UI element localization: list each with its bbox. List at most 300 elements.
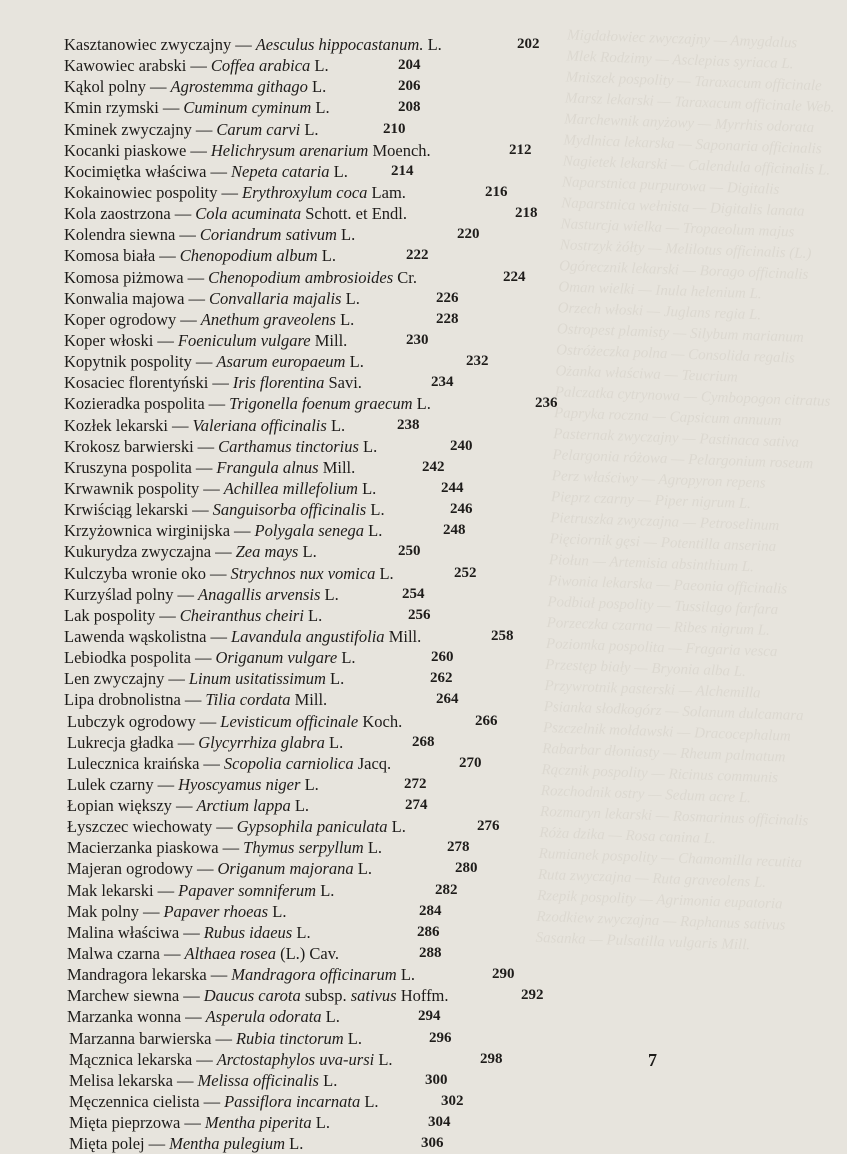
author-abbrev: L. [272, 901, 287, 921]
page-ref: 268 [412, 733, 435, 750]
index-entry [64, 34, 800, 55]
author-abbrev: L. [333, 161, 348, 181]
page-ref: 260 [431, 649, 454, 666]
common-name: Mak polny [67, 901, 139, 921]
author-abbrev: L. [289, 1134, 304, 1154]
page-ref: 234 [431, 374, 454, 391]
page-ref: 252 [454, 564, 477, 581]
em-dash: — [215, 542, 232, 562]
index-entry [64, 668, 800, 689]
page-ref: 306 [421, 1135, 444, 1152]
index-entry [64, 647, 800, 668]
common-name: Mięta polej [69, 1134, 145, 1154]
author-abbrev: L. [416, 394, 431, 414]
latin-name: Cheiranthus cheiri [179, 605, 304, 625]
author-abbrev: L. [370, 500, 385, 520]
author-abbrev: L. [320, 880, 335, 900]
common-name: Kozieradka pospolita [64, 394, 205, 414]
page-ref: 296 [429, 1029, 452, 1046]
index-entry [64, 76, 800, 97]
common-name: Marzanka wonna [67, 1007, 182, 1027]
author-abbrev: L. [400, 965, 416, 985]
index-entry [64, 563, 800, 584]
index-entry [64, 351, 800, 372]
author-abbrev: L. [312, 77, 327, 97]
em-dash: — [221, 182, 239, 202]
em-dash: — [157, 330, 174, 350]
author-abbrev: L. [330, 669, 345, 689]
em-dash: — [185, 1007, 202, 1027]
author-abbrev: Lam. [371, 182, 406, 202]
page-ref: 284 [419, 902, 442, 919]
latin-name: Hyoscyamus niger [178, 774, 301, 794]
common-name: Malina właściwa [67, 922, 180, 942]
index-entry [67, 837, 803, 858]
latin-name: Glycyrrhiza glabra [198, 732, 325, 752]
author-abbrev: L. [349, 352, 364, 372]
page-ref: 302 [441, 1093, 464, 1110]
em-dash: — [215, 1028, 232, 1048]
index-entry [64, 478, 800, 499]
common-name: Kmin rzymski [64, 98, 159, 118]
index-entry [64, 97, 800, 118]
page-ref: 266 [475, 712, 498, 729]
page-number: 7 [648, 1050, 657, 1070]
em-dash: — [150, 77, 167, 97]
author-abbrev: Moench. [372, 140, 431, 160]
common-name: Len zwyczajny [64, 669, 165, 689]
latin-name: Helichrysum arenarium [210, 140, 369, 160]
em-dash: — [148, 1134, 166, 1154]
em-dash: — [234, 521, 251, 541]
index-entry [64, 182, 800, 203]
author-abbrev: L. [323, 1070, 338, 1090]
index-entry [64, 309, 800, 330]
index-list [64, 34, 800, 1154]
author-abbrev: L. [308, 605, 323, 625]
page-ref: 264 [436, 691, 459, 708]
em-dash: — [163, 944, 181, 964]
page-ref: 250 [398, 543, 421, 560]
index-entry [67, 711, 803, 732]
latin-name: Anethum graveolens [200, 309, 336, 329]
page-ref: 242 [422, 458, 445, 475]
common-name: Mięta pieprzowa [69, 1113, 181, 1133]
latin-name: Linum usitatissimum [188, 669, 326, 689]
latin-name: Chenopodium ambrosioides [208, 267, 394, 287]
page-ref: 256 [408, 606, 431, 623]
em-dash: — [184, 1113, 201, 1133]
em-dash: — [196, 1049, 213, 1069]
latin-name: Achillea millefolium [223, 478, 358, 498]
latin-name: Scopolia carniolica [223, 753, 354, 773]
author-abbrev: L. [315, 1113, 330, 1133]
common-name: Malwa czarna [67, 944, 160, 964]
latin-name: Foeniculum vulgare [177, 330, 311, 350]
page-ref: 230 [406, 331, 429, 348]
author-abbrev: L. [427, 35, 442, 54]
common-name: Krwawnik pospolity [64, 478, 200, 498]
author-abbrev: L. [345, 288, 360, 308]
common-name: Koper ogrodowy [64, 309, 177, 329]
index-entry [67, 774, 803, 795]
page-ref: 288 [419, 945, 442, 962]
common-name: Kozłek lekarski [64, 415, 169, 435]
index-entry [64, 372, 800, 393]
index-entry [64, 689, 800, 710]
author-abbrev: Hoffm. [400, 986, 449, 1006]
common-name: Mącznica lekarska [69, 1049, 193, 1069]
page-ref: 270 [459, 754, 482, 771]
page-ref: 244 [441, 479, 464, 496]
index-entry [64, 605, 800, 626]
em-dash: — [222, 838, 240, 858]
author-abbrev: L. [304, 119, 319, 139]
common-name: Kulczyba wronie oko [64, 563, 207, 583]
common-name: Łyszczec wiechowaty [67, 817, 213, 837]
latin-name: Daucus carota [203, 986, 301, 1006]
author-abbrev: L. [364, 1092, 379, 1112]
index-entry [64, 224, 800, 245]
latin-name: Nepeta cataria [231, 161, 330, 181]
page-ref: 254 [402, 585, 425, 602]
author-abbrev: L. [340, 309, 355, 329]
author-abbrev: Mill. [294, 690, 328, 710]
common-name: Łopian większy [67, 796, 172, 816]
common-name: Krokosz barwierski [64, 436, 194, 456]
author-abbrev: Jacq. [357, 753, 392, 773]
page-ref: 222 [406, 247, 429, 264]
common-name: Marzanna barwierska [69, 1028, 212, 1048]
latin-name: Tilia cordata [205, 690, 291, 710]
page-ref: 282 [435, 881, 458, 898]
latin-name: Carthamus tinctorius [218, 436, 359, 456]
index-entry [69, 1049, 805, 1070]
page-ref: 212 [509, 141, 532, 158]
page-ref: 238 [397, 416, 420, 433]
author-abbrev: L. [304, 774, 319, 794]
common-name: Kokainowiec pospolity [64, 182, 218, 202]
em-dash: — [216, 817, 233, 837]
common-name: Kosaciec florentyński [64, 373, 209, 393]
latin-name: Asperula odorata [205, 1007, 322, 1027]
latin-name: Papaver rhoeas [163, 901, 269, 921]
latin-name: Zea mays [235, 542, 299, 562]
em-dash: — [210, 626, 227, 646]
em-dash: — [197, 436, 215, 456]
latin-name: Carum carvi [216, 119, 301, 139]
latin-name: Valeriana officinalis [192, 415, 327, 435]
page-ref: 236 [535, 395, 558, 412]
common-name: Męczennica cielista [69, 1092, 200, 1112]
common-name: Kocanki piaskowe [64, 140, 187, 160]
page-ref: 206 [398, 78, 421, 95]
common-name: Kopytnik pospolity [64, 352, 192, 372]
common-name: Lawenda wąskolistna [64, 626, 207, 646]
em-dash: — [162, 98, 180, 118]
em-dash: — [177, 732, 195, 752]
common-name: Konwalia majowa [64, 288, 185, 308]
em-dash: — [212, 373, 229, 393]
common-name: Mak lekarski [67, 880, 154, 900]
latin-name: Mentha piperita [204, 1113, 312, 1133]
em-dash: — [157, 880, 175, 900]
em-dash: — [195, 119, 213, 139]
latin-name: Papaver somniferum [178, 880, 317, 900]
author-abbrev: L. [378, 1049, 393, 1069]
em-dash: — [190, 56, 207, 76]
common-name: Lulek czarny [67, 774, 154, 794]
index-entry [64, 584, 800, 605]
page-ref: 280 [455, 860, 478, 877]
latin-name: Convallaria majalis [209, 288, 342, 308]
index-entry [64, 415, 800, 436]
index-entry [69, 1028, 805, 1049]
latin-name: Chenopodium album [179, 246, 318, 266]
index-entry [64, 267, 800, 288]
common-name: Kawowiec arabski [64, 56, 187, 76]
index-entry [64, 457, 800, 478]
latin-name: Strychnos nux vomica [230, 563, 376, 583]
author-abbrev: L. [362, 478, 377, 498]
common-name: Lipa drobnolistna [64, 690, 181, 710]
author-abbrev: L. [296, 922, 311, 942]
latin-name: Lavandula angustifolia [231, 626, 385, 646]
em-dash: — [175, 796, 193, 816]
index-entry [64, 541, 800, 562]
page-ref: 220 [457, 226, 480, 243]
common-name: Lukrecja gładka [67, 732, 174, 752]
latin-name: Cola acuminata [195, 204, 302, 224]
em-dash: — [210, 563, 227, 583]
index-entry [67, 964, 803, 985]
index-entry [67, 795, 803, 816]
latin-name: Origanum vulgare [215, 648, 338, 668]
page-ref: 224 [503, 268, 526, 285]
common-name: Krzyżownica wirginijska [64, 521, 231, 541]
index-entry [69, 1091, 805, 1112]
common-name: Kurzyślad polny [64, 584, 174, 604]
em-dash: — [203, 478, 220, 498]
em-dash: — [174, 204, 192, 224]
bleed-through-text: Migdałowiec zwyczajny — Amygdalus Mlek Rodzimy — Asclepias syriaca L. Mniszek pospolity — Taraxacum officinale Marsz lekarski — Taraxacum officinale Web. Marchewnik anyżowy — Myrrhis odorata Mydlnica lekarska — Saponaria officinalis Nagietek lekarski — Calendula officinalis L. Naparstnica purpurowa — Digitalis Naparstnica wełnista — Digitalis lanata Nasturcja wielka — Tropaeolum majus Nostrzyk żółty — Melilotus officinalis (L.) Ogórecznik lekarski — Borago officinalis Oman wielki — Inula helenium L. Orzech włoski — Juglans regia L. Ostropest plamisty — Silybum marianum Ostróżeczka polna — Consolida regalis Ożanka właściwa — Teucrium Palczatka cytrynowa — Cymbopogon citratus Papryka roczna — Capsicum annuum Pasternak zwyczajny — Pastinaca sativa Pelargonia różowa — Pelargonium roseum Perz właściwy — Agropyron repens Pieprz czarny — Piper nigrum L. Pietruszka zwyczajna — Petroselinum Pięciornik gęsi — Potentilla anserina Piołun — Artemisia absinthium L. Piwonia lekarska — Paeonia officinalis Podbiał pospolity — Tussilago farfara Porzeczka czarna — Ribes nigrum L. Poziomka pospolita — Fragaria vesca Przestęp biały — Bryonia alba L. Przywrotnik pasterski — Alchemilla Psianka słodkogórz — Solanum dulcamara Pszczelnik mołdawski — Dracocephalum Rabarbar dłoniasty — Rheum palmatum Rącznik pospolity — Ricinus communis Rozchodnik ostry — Sedum acre L. Rozmaryn lekarski — Rosmarinus officinalis Róża dzika — Rosa canina L. Rumianek pospolity — Chamomilla recutita Ruta zwyczajna — Ruta graveolens L. Rzepik pospolity — Agrimonia eupatoria Rzodkiew zwyczajna — Raphanus sativus Sasanka — Pulsatilla vulgaris Mill. [535, 27, 835, 954]
index-entry [64, 119, 800, 140]
em-dash: — [208, 394, 226, 414]
em-dash: — [168, 669, 185, 689]
latin-name: Coriandrum sativum [199, 225, 337, 245]
common-name: Kolendra siewna [64, 225, 176, 245]
index-entry [67, 732, 803, 753]
page-ref: 216 [485, 183, 508, 200]
em-dash: — [177, 1070, 194, 1090]
author-abbrev: L. [324, 584, 339, 604]
index-entry [64, 499, 800, 520]
common-name: Komosa biała [64, 246, 156, 266]
latin-name: Arctium lappa [196, 796, 291, 816]
page-ref: 298 [480, 1050, 503, 1067]
author-abbrev: L. [367, 838, 383, 858]
author-abbrev: Cr. [397, 267, 417, 287]
em-dash: — [190, 140, 207, 160]
common-name: Marchew siewna [67, 986, 180, 1006]
index-entry [69, 1112, 805, 1133]
em-dash: — [210, 161, 227, 181]
index-entry [64, 288, 800, 309]
em-dash: — [183, 986, 200, 1006]
latin-name: Polygala senega [254, 521, 365, 541]
latin-name: Gypsophila paniculata [236, 817, 388, 837]
page-ref: 226 [436, 289, 459, 306]
index-entry [64, 330, 800, 351]
em-dash: — [187, 267, 205, 287]
em-dash: — [203, 1092, 221, 1112]
common-name: Majeran ogrodowy [67, 859, 194, 879]
author-abbrev: L. [341, 225, 356, 245]
page-ref: 248 [443, 522, 466, 539]
em-dash: — [159, 605, 176, 625]
author-abbrev: L. [321, 246, 336, 266]
author-abbrev: Mill. [388, 626, 422, 646]
latin-name: sativus [350, 986, 397, 1006]
em-dash: — [203, 753, 220, 773]
page-ref: 232 [466, 353, 489, 370]
latin-name: Rubus idaeus [203, 922, 293, 942]
index-entry [67, 922, 803, 943]
common-name: Lak pospolity [64, 605, 156, 625]
page-ref: 246 [450, 501, 473, 518]
author-abbrev: Mill. [322, 457, 356, 477]
index-entry [64, 393, 800, 414]
latin-name: Althaea rosea [184, 944, 276, 964]
common-name: Mandragora lekarska [67, 965, 207, 985]
page-ref: 208 [398, 99, 421, 116]
common-name: Lubczyk ogrodowy [67, 711, 196, 731]
common-name: Melisa lekarska [69, 1070, 174, 1090]
latin-name: Trigonella foenum graecum [229, 394, 413, 414]
index-entry [67, 858, 803, 879]
author-abbrev: L. [314, 56, 329, 76]
latin-name: Levisticum officinale [220, 711, 359, 731]
common-name: Kukurydza zwyczajna [64, 542, 212, 562]
em-dash: — [235, 35, 252, 54]
author-abbrev: L. [391, 817, 406, 837]
author-abbrev: Mill. [314, 330, 348, 350]
em-dash: — [157, 774, 175, 794]
page-ref: 204 [398, 57, 421, 74]
latin-name: Arctostaphylos uva-ursi [216, 1049, 375, 1069]
index-entry [67, 985, 803, 1006]
page-ref: 278 [447, 839, 470, 856]
common-name: Kasztanowiec zwyczajny [64, 35, 232, 54]
latin-name: Sanguisorba officinalis [212, 500, 367, 520]
em-dash: — [195, 457, 213, 477]
author-abbrev: L. [294, 796, 310, 816]
em-dash: — [194, 648, 212, 668]
index-entry [67, 901, 803, 922]
common-name: Komosa piżmowa [64, 267, 184, 287]
latin-name: Erythroxylum coca [242, 182, 368, 202]
page-ref: 228 [436, 310, 459, 327]
common-name: Lulecznica kraińska [67, 753, 200, 773]
page-ref: 292 [521, 987, 544, 1004]
index-entry [67, 880, 803, 901]
index-entry [64, 140, 800, 161]
em-dash: — [183, 922, 200, 942]
em-dash: — [180, 309, 197, 329]
latin-name: Anagallis arvensis [198, 584, 321, 604]
em-dash: — [199, 711, 217, 731]
author-abbrev: Schott. et Endl. [305, 204, 407, 224]
latin-name: Melissa officinalis [197, 1070, 319, 1090]
em-dash: — [172, 415, 189, 435]
latin-name: Origanum majorana [217, 859, 354, 879]
common-name: Koper włoski [64, 330, 154, 350]
index-entry [64, 55, 800, 76]
page-ref: 218 [515, 205, 538, 222]
index-entry [64, 245, 800, 266]
latin-name: Thymus serpyllum [243, 838, 364, 858]
em-dash: — [192, 500, 209, 520]
latin-name: Aesculus hippocastanum. [255, 35, 424, 54]
latin-name: Coffea arabica [210, 56, 311, 76]
latin-name: Asarum europaeum [216, 352, 346, 372]
latin-name: Agrostemma githago [170, 77, 308, 97]
em-dash: — [159, 246, 176, 266]
index-entry [64, 161, 800, 182]
common-name: Macierzanka piaskowa [67, 838, 219, 858]
latin-name: Mandragora officinarum [231, 965, 397, 985]
author-abbrev: (L.) Cav. [280, 944, 340, 964]
em-dash: — [188, 288, 206, 308]
page-ref: 286 [417, 923, 440, 940]
author-abbrev: subsp. [304, 986, 347, 1006]
index-entry [67, 1006, 803, 1027]
index-entry [67, 943, 803, 964]
index-entry [69, 1070, 805, 1091]
index-entry [69, 1133, 805, 1154]
em-dash: — [142, 901, 160, 921]
common-name: Krwiściąg lekarski [64, 500, 189, 520]
page-ref: 294 [418, 1008, 441, 1025]
page-ref: 274 [405, 797, 428, 814]
common-name: Kola zaostrzona [64, 204, 171, 224]
page-ref: 262 [430, 670, 453, 687]
latin-name: Rubia tinctorum [235, 1028, 344, 1048]
latin-name: Mentha pulegium [169, 1134, 286, 1154]
latin-name: Frangula alnus [216, 457, 319, 477]
author-abbrev: L. [329, 732, 344, 752]
em-dash: — [184, 690, 202, 710]
index-entry [64, 520, 800, 541]
common-name: Kąkol polny [64, 77, 147, 97]
author-abbrev: Koch. [362, 711, 403, 731]
author-abbrev: L. [330, 415, 346, 435]
page-ref: 258 [491, 627, 514, 644]
common-name: Kocimiętka właściwa [64, 161, 207, 181]
page-ref: 240 [450, 437, 473, 454]
index-entry [64, 203, 800, 224]
author-abbrev: L. [357, 859, 372, 879]
page-ref: 276 [477, 818, 500, 835]
author-abbrev: L. [325, 1007, 340, 1027]
page-ref: 300 [425, 1071, 448, 1088]
em-dash: — [197, 859, 214, 879]
author-abbrev: L. [347, 1028, 363, 1048]
em-dash: — [210, 965, 228, 985]
em-dash: — [179, 225, 196, 245]
latin-name: Cuminum cyminum [183, 98, 312, 118]
author-abbrev: L. [315, 98, 330, 118]
